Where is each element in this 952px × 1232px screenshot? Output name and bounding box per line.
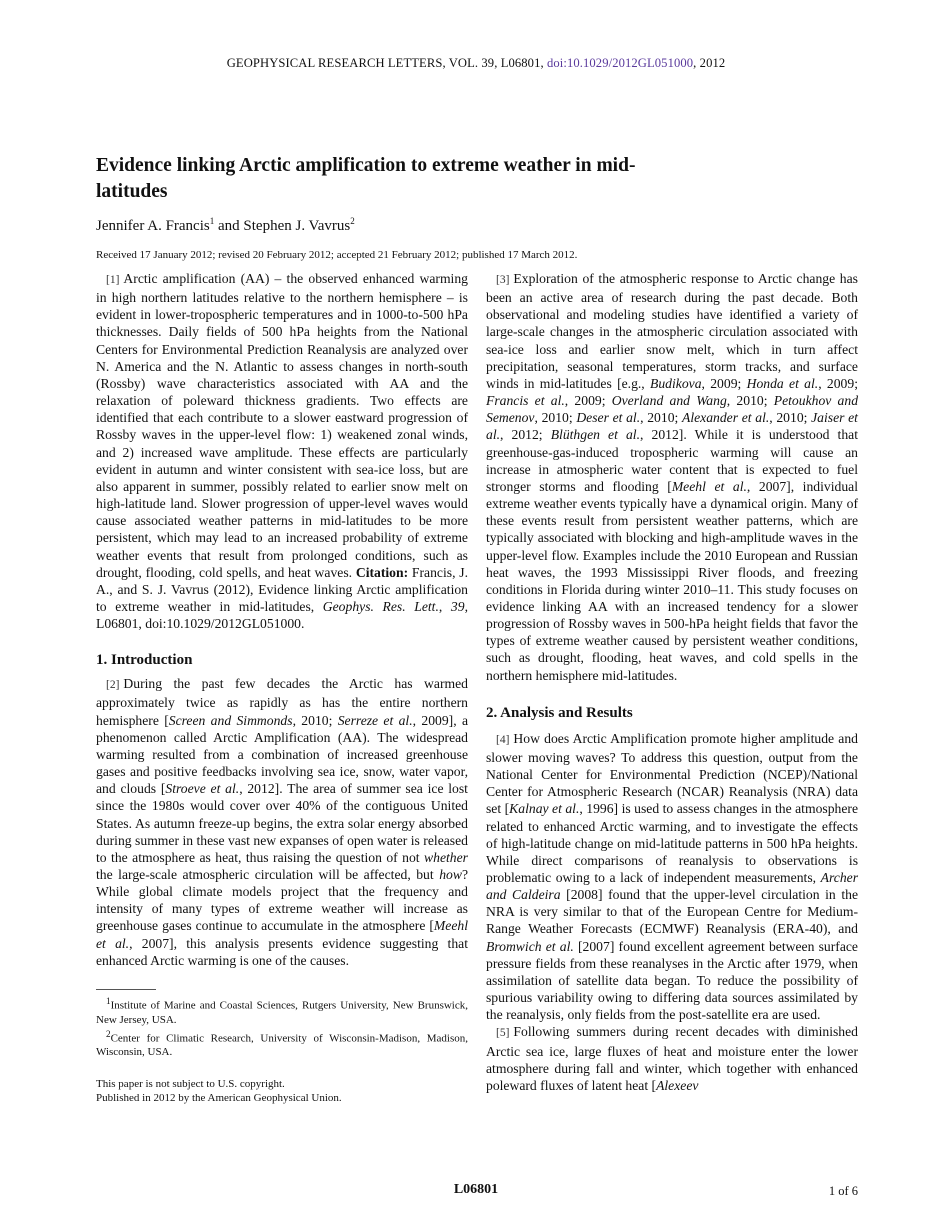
body-text: , 2010; [726, 393, 774, 409]
body-text: , 2010; [534, 410, 577, 426]
authors-and: and [214, 218, 244, 234]
citation-text: Bromwich et al. [486, 938, 574, 954]
citation-text: Budikova [650, 375, 702, 391]
citation-text: Archer and Caldeira [486, 870, 858, 903]
abstract-paragraph [96, 270, 468, 632]
running-header [0, 56, 952, 71]
citation-text: Deser et al. [576, 410, 641, 426]
body-text: During the past few decades the Arctic has warmed approximately twice as rapidly as has the entire northern hemisphere [ [96, 676, 468, 728]
citation-text: Alexander et al. [681, 410, 770, 426]
citation-text: Blüthgen et al. [550, 427, 640, 443]
footnote-1 [96, 994, 468, 1027]
citation-text: Honda et al. [746, 375, 819, 391]
body-text: , 2009; [701, 375, 747, 391]
footnote-mark: 1 [106, 995, 111, 1006]
paragraph-number: [3] [496, 274, 510, 286]
header-year: , 2012 [693, 56, 726, 70]
author-2: Stephen J. Vavrus [243, 218, 351, 234]
left-column [96, 270, 468, 1105]
citation-text: Kalnay et al. [509, 801, 580, 817]
footnote-divider [96, 989, 156, 990]
section-heading-analysis: 2. Analysis and Results [486, 704, 633, 721]
citation-text: Meehl et al. [96, 918, 468, 951]
citation-text: Alexeev [656, 1077, 699, 1093]
citation-label: Citation: [355, 564, 409, 580]
body-text: , 2007], individual extreme weather events typically have a dynamical origin. Many of these events result from persistent weather patterns, which are typically associated with blocking and high-amplitude waves in the upper-level flow. Examples include the 2010 European and Russian heat waves, the 1993 Mississippi River floods, and freezing conditions in Florida during winter 2010–11. This study focuses on evidence linking AA with an increased tendency for a slower progression of Rossby waves in 500-hPa height fields that favor the types of extreme weather caused by persistent weather conditions, such as drought, flooding, heat waves, and cold spells in the northern hemisphere mid-latitudes. [486, 478, 858, 683]
body-text: [2007] found excellent agreement between surface pressure fields from these reanalyses in the Arctic after 1979, when assimilation of satellite data began. To reduce the possibility of spurious variability owing to differing data sources assimilated by the reanalysis, only fields from the post-satellite era are used. [486, 938, 858, 1023]
citation-text: whether [424, 849, 468, 865]
body-text: [2008] found that the upper-level circulation in the NRA is very similar to that of the European Centre for Medium-Range Weather Forecasts (ECMWF) Reanalysis (ERA-40), and [486, 887, 859, 937]
body-text: , 2010; [769, 410, 812, 426]
copyright-line: This paper is not subject to U.S. copyright. [96, 1078, 285, 1091]
footnote-2 [96, 1027, 468, 1060]
footnote-text: Center for Climatic Research, University of Wisconsin-Madison, Madison, Wisconsin, USA. [96, 1032, 468, 1059]
body-text: , 2012]. While it is understood that greenhouse-gas-induced tropospheric warming will cause an increase in atmospheric water content that is expected to fuel stronger storms and flooding [ [486, 427, 859, 494]
citation-text: Geophys. Res. Lett. [322, 598, 439, 614]
paragraph-4 [486, 730, 858, 1024]
body-text: , 2009; [564, 393, 612, 409]
citation-text: Serreze et al. [337, 712, 413, 728]
body-text: , 2009], a phenomenon called Arctic Amplification (AA). The widespread warming resulted from a combination of increased greenhouse gases and positive feedbacks involving sea ice, snow, water vapor, and clouds [ [96, 712, 468, 797]
citation-text: Meehl et al. [671, 478, 747, 494]
body-text: Following summers during recent decades with diminished Arctic sea ice, large fluxes of heat and moisture enter the lower atmosphere during fall and winter, which together with enhanced poleward fluxes of latent heat [ [486, 1024, 858, 1093]
citation-text: 39 [450, 598, 465, 614]
right-column [486, 270, 858, 1094]
body-text: , 2009; [818, 375, 858, 391]
body-text: ? While global climate models project that the frequency and intensity of many types of extreme weather will increase as greenhouse gases continue to accumulate in the atmosphere [ [96, 867, 468, 934]
citation-text: Screen and Simmonds [168, 712, 293, 728]
citation-text: Petoukhov and Semenov [486, 393, 859, 426]
citation-text: Overland and Wang [611, 393, 727, 409]
body-text: , 2012; [500, 427, 551, 443]
paragraph-number: [2] [106, 679, 120, 692]
paragraph-number: [5] [496, 1027, 510, 1040]
paragraph-2 [96, 675, 468, 969]
footnote-text: Institute of Marine and Coastal Sciences, Rutgers University, New Brunswick, New Jersey, USA. [96, 999, 468, 1026]
footnote-mark: 2 [106, 1028, 111, 1039]
body-text: , 2007], this analysis presents evidence suggesting that enhanced Arctic warming is one of the causes. [96, 935, 468, 968]
body-text: , 2010; [640, 410, 682, 426]
authors [96, 216, 355, 235]
paper-title: Evidence linking Arctic amplification to extreme weather in mid-latitudes [96, 155, 636, 202]
body-text: the large-scale atmospheric circulation will be affected, but [96, 867, 440, 882]
article-code: L06801 [453, 1182, 499, 1197]
body-text: , 2010; [292, 712, 338, 728]
citation-text: Jaiser et al. [486, 410, 858, 443]
paragraph-3 [486, 270, 858, 684]
received-dates: Received 17 January 2012; revised 20 February 2012; accepted 21 February 2012; published 17 March 2012. [96, 249, 578, 261]
body-text: How does Arctic Amplification promote higher amplitude and slower moving waves? To address this question, output from the National Center for Environmental Prediction (NCEP)/National Center for Atmospheric Research (NCAR) Reanalysis (NRA) data set [ [486, 730, 858, 817]
body-text: , [438, 598, 451, 614]
journal-info: GEOPHYSICAL RESEARCH LETTERS, VOL. 39, L06801, [226, 56, 547, 70]
body-text: , L06801, doi:10.1029/2012GL051000. [96, 598, 468, 632]
paragraph-5 [486, 1023, 858, 1094]
affil-mark-2: 2 [350, 216, 355, 226]
citation-text: Francis et al. [486, 393, 565, 409]
body-text: , 1996] is used to assess changes in the atmosphere related to enhanced Arctic warming, and to investigate the effects of high-latitude change on mid-latitude patterns in 500 hPa heights. While direct comparisons of reanalysis to observations is problematic owing to a lack of independent measurements, [486, 801, 859, 885]
body-text: Arctic amplification (AA) – the observed enhanced warming in high northern latitudes relative to the northern hemisphere – is evident in lower-tropospheric temperatures and in 1000-to-500 hPa thicknesses. Daily fields of 500 hPa heights from the National Centers for Environmental Prediction Reanalysis are analyzed over N. America and the N. Atlantic to assess changes in north-south (Rossby) wave characteristics associated with AA and the relaxation of poleward thickness gradients. Two effects are identified that each contribute to a slower eastward progression of Rossby waves in the upper-level flow: 1) weakened zonal winds, and 2) increased wave amplitude. These effects are particularly evident in autumn and winter consistent with sea-ice loss, but are also apparent in summer, possibly related to earlier snow melt on high-latitude land. Slower progression of upper-level waves would cause associated weather patterns in mid-latitudes to be more persistent, which may lead to an increased probability of extreme weather events that result from prolonged conditions, such as drought, flooding, cold spells, and heat waves. [96, 271, 468, 580]
page-number: 1 of 6 [828, 1184, 858, 1198]
copyright-notice [96, 1077, 468, 1105]
section-heading-introduction: 1. Introduction [96, 652, 193, 669]
body-text: Exploration of the atmospheric response to Arctic change has been an active area of research during the past decade. Both observational and modeling studies have identified a variety of large-scale changes in the atmospheric circulation associated with sea-ice loss and earlier snow melt, which in turn affect precipitation, seasonal temperatures, storm tracks, and surface winds in mid-latitudes [e.g., [486, 271, 858, 391]
body-text: , 2012]. The area of summer sea ice lost since the 1980s would cover over 40% of the contiguous United States. As autumn freeze-up begins, the extra solar energy absorbed during summer in these vast new expanses of open water is released to the atmosphere as heat, thus raising the question of not [96, 781, 468, 865]
author-1: Jennifer A. Francis [96, 218, 210, 234]
paragraph-number: [4] [496, 733, 510, 746]
affil-mark-1: 1 [209, 216, 215, 226]
doi-link[interactable]: doi:10.1029/2012GL051000 [546, 56, 694, 70]
publisher-line: Published in 2012 by the American Geophysical Union. [96, 1092, 342, 1105]
citation-text: Stroeve et al. [165, 781, 240, 797]
citation-text: how [439, 867, 462, 882]
paragraph-number: [1] [106, 274, 120, 286]
body-text: Francis, J. A., and S. J. Vavrus (2012), Evidence linking Arctic amplification to extreme weather in mid-latitudes, [96, 564, 468, 614]
